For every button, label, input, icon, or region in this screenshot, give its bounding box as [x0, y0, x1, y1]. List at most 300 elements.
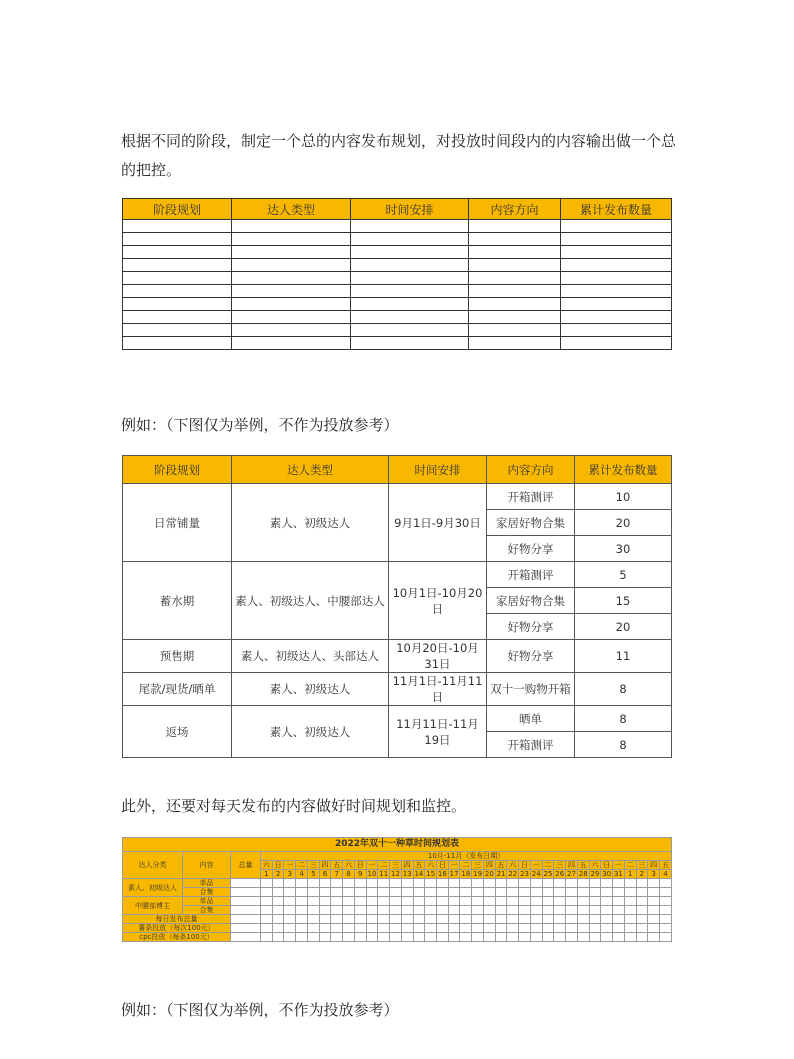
day-value-cell	[354, 879, 366, 888]
day-value-cell	[507, 888, 519, 897]
empty-cell	[469, 311, 561, 324]
day-value-cell	[601, 906, 613, 915]
empty-cell	[351, 272, 469, 285]
weekday-cell: 五	[331, 861, 343, 870]
day-value-cell	[589, 924, 601, 933]
day-value-cell	[296, 924, 308, 933]
day-value-cell	[261, 888, 273, 897]
empty-cell	[561, 220, 672, 233]
day-value-cell	[366, 888, 378, 897]
day-cell: 1	[624, 870, 636, 879]
summary-label: cpc投放（每条100元）	[123, 933, 231, 942]
empty-cell	[561, 272, 672, 285]
header-kol-type: 达人类型	[232, 199, 351, 220]
day-value-cell	[296, 888, 308, 897]
weekday-cell: 四	[319, 861, 331, 870]
day-cell: 27	[567, 870, 576, 878]
day-value-cell	[425, 915, 437, 924]
day-cell: 19	[473, 870, 483, 878]
day-value-cell	[577, 906, 589, 915]
empty-cell	[561, 246, 672, 259]
day-value-cell	[401, 915, 413, 924]
day-value-cell	[577, 924, 589, 933]
direction-cell: 好物分享	[487, 614, 575, 640]
day-value-cell	[307, 897, 319, 906]
weekday-cell: 一	[284, 861, 296, 870]
day-value-cell	[613, 915, 625, 924]
empty-cell	[232, 311, 351, 324]
day-value-cell	[483, 897, 495, 906]
day-value-cell	[272, 888, 284, 897]
weekday-cell: 五	[413, 861, 425, 870]
day-value-cell	[354, 906, 366, 915]
day-value-cell	[272, 879, 284, 888]
day-value-cell	[624, 888, 636, 897]
day-value-cell	[601, 924, 613, 933]
header-schedule: 时间安排	[389, 456, 487, 484]
day-value-cell	[519, 915, 531, 924]
day-value-cell	[483, 879, 495, 888]
day-value-cell	[390, 924, 402, 933]
day-value-cell	[519, 897, 531, 906]
day-cell: 16	[437, 870, 447, 878]
day-value-cell	[343, 906, 355, 915]
day-value-cell	[648, 879, 660, 888]
day-cell: 8	[343, 870, 355, 879]
empty-cell	[561, 259, 672, 272]
empty-cell	[123, 220, 232, 233]
day-value-cell	[378, 879, 390, 888]
day-value-cell	[261, 915, 273, 924]
total-cell	[231, 915, 261, 924]
day-value-cell	[284, 906, 296, 915]
day-value-cell	[460, 888, 472, 897]
day-value-cell	[437, 906, 449, 915]
kol-category-cell: 中腰部博主	[123, 897, 183, 915]
empty-cell	[469, 285, 561, 298]
weekday-cell: 日	[437, 861, 449, 870]
day-value-cell	[566, 933, 578, 942]
day-value-cell	[343, 897, 355, 906]
count-cell: 8	[575, 732, 672, 758]
day-value-cell	[448, 933, 460, 942]
count-cell: 20	[575, 614, 672, 640]
day-value-cell	[460, 933, 472, 942]
day-value-cell	[460, 924, 472, 933]
table-header-row	[123, 199, 672, 220]
empty-cell	[561, 233, 672, 246]
day-value-cell	[390, 897, 402, 906]
kol-category-cell: 素人、初级达人	[123, 879, 183, 897]
day-value-cell	[519, 924, 531, 933]
day-value-cell	[601, 897, 613, 906]
day-value-cell	[261, 924, 273, 933]
day-value-cell	[307, 924, 319, 933]
day-value-cell	[425, 924, 437, 933]
empty-cell	[469, 337, 561, 350]
day-value-cell	[319, 897, 331, 906]
header-date-range: 10月-11月（发布日期）	[261, 852, 672, 861]
day-value-cell	[437, 888, 449, 897]
weekday-cell: 六	[343, 861, 355, 870]
day-value-cell	[554, 897, 566, 906]
header-cumulative: 累计发布数量	[575, 456, 672, 484]
day-value-cell	[307, 933, 319, 942]
day-cell: 15	[426, 870, 436, 878]
day-value-cell	[319, 888, 331, 897]
count-cell: 8	[575, 673, 672, 706]
day-value-cell	[390, 906, 402, 915]
weekday-cell: 二	[460, 861, 472, 870]
empty-cell	[123, 272, 232, 285]
day-value-cell	[448, 915, 460, 924]
header-cumulative: 累计发布数量	[561, 199, 672, 220]
day-value-cell	[530, 915, 542, 924]
day-cell: 9	[354, 870, 366, 879]
table-row	[123, 246, 672, 259]
day-value-cell	[589, 933, 601, 942]
day-value-cell	[636, 879, 648, 888]
header-kol-category: 达人分类	[123, 852, 183, 879]
empty-cell	[123, 246, 232, 259]
weekday-cell: 日	[601, 861, 613, 870]
day-value-cell	[296, 897, 308, 906]
weekday-cell: 三	[390, 861, 402, 870]
day-value-cell	[307, 879, 319, 888]
day-value-cell	[401, 879, 413, 888]
day-value-cell	[554, 933, 566, 942]
kol-type-cell: 素人、初级达人、中腰部达人	[232, 562, 389, 640]
day-value-cell	[648, 906, 660, 915]
weekday-cell: 二	[542, 861, 554, 870]
example-plan-table	[122, 455, 672, 758]
day-value-cell	[648, 888, 660, 897]
table-row	[123, 484, 672, 510]
header-stage: 阶段规划	[123, 199, 232, 220]
day-value-cell	[624, 906, 636, 915]
day-value-cell	[390, 915, 402, 924]
day-cell: 7	[331, 870, 343, 879]
day-cell: 29	[590, 870, 600, 878]
empty-cell	[469, 259, 561, 272]
day-cell: 17	[449, 870, 459, 878]
day-value-cell	[437, 897, 449, 906]
day-value-cell	[261, 906, 273, 915]
day-value-cell	[437, 879, 449, 888]
day-value-cell	[530, 906, 542, 915]
empty-cell	[351, 220, 469, 233]
day-value-cell	[566, 897, 578, 906]
weekday-cell: 日	[272, 861, 284, 870]
empty-cell	[561, 285, 672, 298]
direction-cell: 晒单	[487, 706, 575, 732]
day-cell: 2	[636, 870, 648, 879]
weekday-cell: 一	[448, 861, 460, 870]
day-value-cell	[495, 915, 507, 924]
weekday-cell: 一	[530, 861, 542, 870]
day-value-cell	[448, 924, 460, 933]
day-value-cell	[272, 933, 284, 942]
day-value-cell	[659, 897, 671, 906]
day-value-cell	[613, 933, 625, 942]
day-value-cell	[495, 906, 507, 915]
day-value-cell	[554, 924, 566, 933]
weekday-cell: 五	[495, 861, 507, 870]
day-value-cell	[636, 915, 648, 924]
blank-plan-table	[122, 198, 672, 350]
schedule-cell: 10月1日-10月20日	[389, 562, 487, 640]
count-cell: 8	[575, 706, 672, 732]
day-value-cell	[401, 897, 413, 906]
day-value-cell	[483, 924, 495, 933]
day-value-cell	[659, 924, 671, 933]
day-value-cell	[577, 888, 589, 897]
day-value-cell	[566, 906, 578, 915]
day-value-cell	[261, 879, 273, 888]
example-caption-2: 例如：（下图仅为举例，不作为投放参考）	[121, 1001, 399, 1019]
day-cell: 24	[531, 870, 541, 878]
day-value-cell	[366, 924, 378, 933]
header-content: 内容	[183, 852, 231, 879]
empty-cell	[561, 324, 672, 337]
table-header-row	[123, 456, 672, 484]
day-value-cell	[624, 879, 636, 888]
day-value-cell	[542, 906, 554, 915]
day-value-cell	[378, 906, 390, 915]
empty-cell	[232, 233, 351, 246]
empty-cell	[351, 246, 469, 259]
direction-cell: 开箱测评	[487, 484, 575, 510]
stage-cell: 蓄水期	[123, 562, 232, 640]
table-row	[123, 706, 672, 732]
direction-cell: 好物分享	[487, 640, 575, 673]
count-cell: 30	[575, 536, 672, 562]
table-title-row	[123, 838, 672, 852]
day-value-cell	[272, 906, 284, 915]
day-value-cell	[390, 879, 402, 888]
day-value-cell	[448, 897, 460, 906]
empty-cell	[232, 272, 351, 285]
weekday-cell: 一	[613, 861, 625, 870]
day-value-cell	[354, 924, 366, 933]
day-value-cell	[507, 897, 519, 906]
weekday-cell: 五	[577, 861, 589, 870]
day-value-cell	[401, 933, 413, 942]
day-cell: 5	[307, 870, 319, 879]
kol-type-cell: 素人、初级达人、头部达人	[232, 640, 389, 673]
day-value-cell	[437, 924, 449, 933]
day-value-cell	[483, 888, 495, 897]
table-row	[123, 562, 672, 588]
day-value-cell	[472, 897, 484, 906]
intro-paragraph: 根据不同的阶段，制定一个总的内容发布规划，对投放时间段内的内容输出做一个总的把控。	[121, 132, 677, 179]
day-value-cell	[483, 933, 495, 942]
day-cell: 1	[261, 870, 273, 879]
empty-cell	[469, 272, 561, 285]
day-value-cell	[554, 915, 566, 924]
day-value-cell	[413, 879, 425, 888]
day-value-cell	[472, 888, 484, 897]
day-value-cell	[284, 897, 296, 906]
day-value-cell	[437, 933, 449, 942]
day-value-cell	[460, 915, 472, 924]
day-value-cell	[413, 933, 425, 942]
day-value-cell	[566, 924, 578, 933]
empty-cell	[232, 220, 351, 233]
day-value-cell	[425, 897, 437, 906]
table-row	[123, 673, 672, 706]
day-value-cell	[659, 915, 671, 924]
summary-row	[123, 924, 672, 933]
day-value-cell	[659, 933, 671, 942]
day-value-cell	[624, 924, 636, 933]
day-value-cell	[566, 879, 578, 888]
empty-cell	[232, 285, 351, 298]
schedule-cell: 11月1日-11月11日	[389, 673, 487, 706]
empty-cell	[351, 337, 469, 350]
weekday-cell: 日	[519, 861, 531, 870]
empty-cell	[123, 259, 232, 272]
weekday-cell: 三	[307, 861, 319, 870]
day-value-cell	[378, 915, 390, 924]
day-value-cell	[530, 924, 542, 933]
day-value-cell	[284, 933, 296, 942]
day-value-cell	[272, 915, 284, 924]
day-value-cell	[483, 906, 495, 915]
day-value-cell	[648, 933, 660, 942]
day-cell: 25	[543, 870, 553, 878]
header-schedule: 时间安排	[351, 199, 469, 220]
weekday-cell: 二	[624, 861, 636, 870]
header-direction: 内容方向	[487, 456, 575, 484]
day-value-cell	[589, 888, 601, 897]
day-value-cell	[472, 915, 484, 924]
day-value-cell	[460, 906, 472, 915]
day-value-cell	[319, 924, 331, 933]
header-total: 总量	[231, 852, 261, 879]
day-value-cell	[331, 924, 343, 933]
weekday-cell: 三	[472, 861, 484, 870]
day-value-cell	[378, 897, 390, 906]
day-cell: 12	[390, 870, 400, 878]
day-value-cell	[354, 933, 366, 942]
day-value-cell	[648, 915, 660, 924]
day-value-cell	[624, 897, 636, 906]
day-value-cell	[366, 897, 378, 906]
day-value-cell	[343, 879, 355, 888]
weekday-cell: 四	[566, 861, 578, 870]
weekday-cell: 一	[366, 861, 378, 870]
table-row	[123, 220, 672, 233]
day-value-cell	[425, 906, 437, 915]
day-value-cell	[530, 897, 542, 906]
day-value-cell	[401, 906, 413, 915]
day-value-cell	[401, 924, 413, 933]
day-value-cell	[343, 915, 355, 924]
day-value-cell	[378, 888, 390, 897]
day-value-cell	[319, 915, 331, 924]
day-value-cell	[331, 888, 343, 897]
day-value-cell	[577, 897, 589, 906]
day-value-cell	[542, 879, 554, 888]
weekday-cell: 六	[589, 861, 601, 870]
direction-cell: 双十一购物开箱	[487, 673, 575, 706]
table-row	[123, 337, 672, 350]
day-value-cell	[413, 906, 425, 915]
day-value-cell	[495, 924, 507, 933]
empty-cell	[232, 259, 351, 272]
day-value-cell	[636, 888, 648, 897]
day-value-cell	[284, 915, 296, 924]
total-cell	[231, 906, 261, 915]
direction-cell: 家居好物合集	[487, 588, 575, 614]
weekday-cell: 四	[648, 861, 660, 870]
day-value-cell	[272, 924, 284, 933]
day-value-cell	[296, 879, 308, 888]
paragraph-daily-monitoring: 此外，还要对每天发布的内容做好时间规划和监控。	[121, 797, 467, 815]
weekday-cell: 二	[378, 861, 390, 870]
weekday-cell: 四	[483, 861, 495, 870]
empty-cell	[123, 233, 232, 246]
day-value-cell	[648, 924, 660, 933]
day-value-cell	[460, 879, 472, 888]
day-value-cell	[448, 888, 460, 897]
empty-cell	[232, 337, 351, 350]
table-row	[123, 298, 672, 311]
day-cell: 26	[555, 870, 565, 878]
day-value-cell	[378, 924, 390, 933]
stage-cell: 尾款/现货/晒单	[123, 673, 232, 706]
day-value-cell	[437, 915, 449, 924]
day-value-cell	[472, 933, 484, 942]
day-value-cell	[519, 879, 531, 888]
day-value-cell	[519, 888, 531, 897]
empty-cell	[561, 311, 672, 324]
kol-type-cell: 素人、初级达人	[232, 673, 389, 706]
day-value-cell	[413, 924, 425, 933]
day-value-cell	[624, 933, 636, 942]
day-value-cell	[413, 897, 425, 906]
table-title: 2022年双十一种草时间规划表	[123, 838, 672, 852]
table-row	[123, 259, 672, 272]
day-cell: 31	[613, 870, 623, 878]
table-row	[123, 285, 672, 298]
total-cell	[231, 924, 261, 933]
day-value-cell	[425, 933, 437, 942]
day-value-cell	[530, 933, 542, 942]
day-value-cell	[378, 933, 390, 942]
day-value-cell	[319, 933, 331, 942]
day-value-cell	[589, 906, 601, 915]
day-value-cell	[331, 933, 343, 942]
day-value-cell	[648, 897, 660, 906]
day-value-cell	[613, 879, 625, 888]
day-value-cell	[483, 915, 495, 924]
day-value-cell	[425, 879, 437, 888]
schedule-cell: 10月20日-10月31日	[389, 640, 487, 673]
day-value-cell	[472, 924, 484, 933]
day-cell: 14	[414, 870, 424, 878]
day-value-cell	[542, 933, 554, 942]
day-cell: 10	[367, 870, 377, 878]
day-value-cell	[390, 933, 402, 942]
content-type-cell: 合集	[183, 906, 231, 915]
empty-cell	[351, 311, 469, 324]
table-row	[123, 897, 672, 906]
day-value-cell	[354, 915, 366, 924]
day-value-cell	[636, 906, 648, 915]
empty-cell	[561, 298, 672, 311]
